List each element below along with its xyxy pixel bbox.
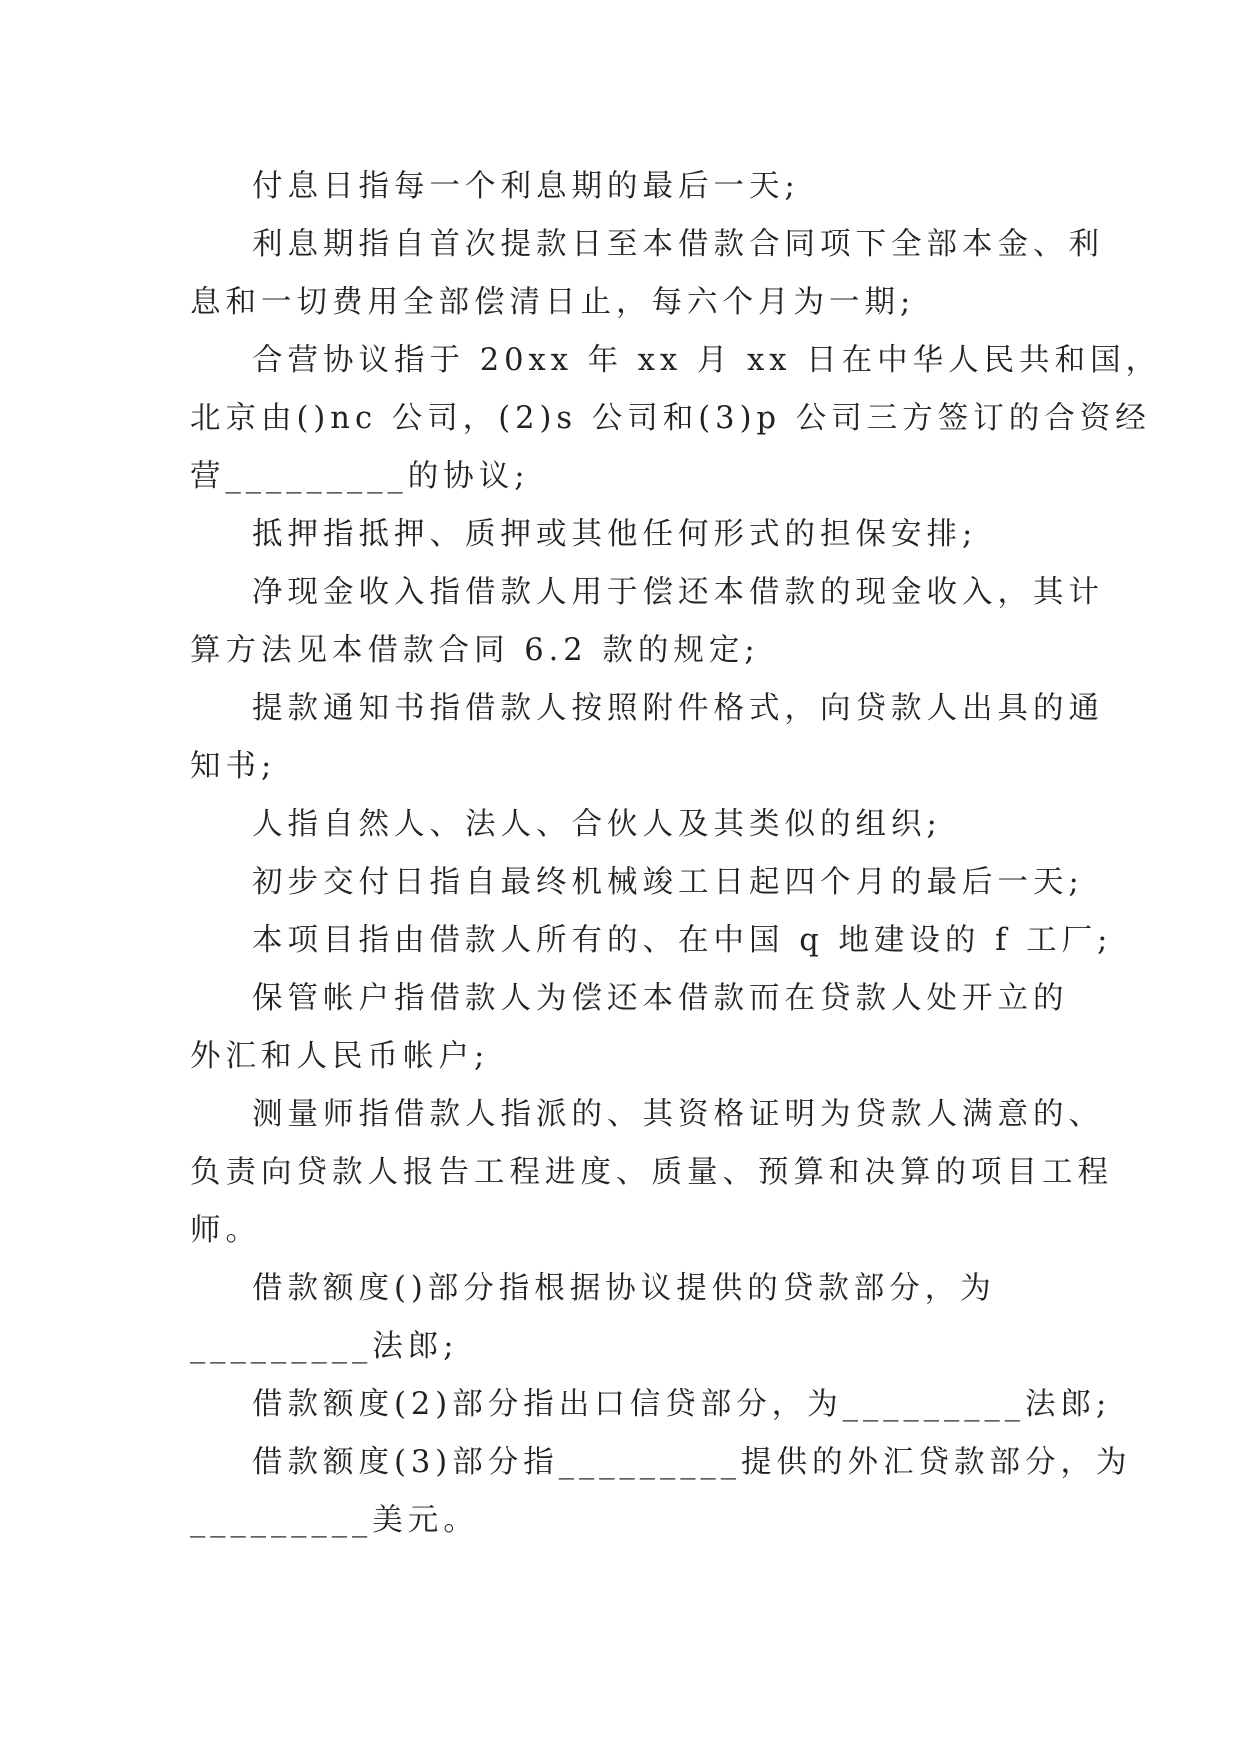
text-line: 算方法见本借款合同 6.2 款的规定; <box>190 633 760 668</box>
text-line: 息和一切费用全部偿清日止，每六个月为一期; <box>190 285 916 320</box>
text-line: 合营协议指于 20xx 年 xx 月 xx 日在中华人民共和国， <box>252 343 1162 378</box>
text-line: _________法郎; <box>190 1329 459 1364</box>
text-line: 知书; <box>190 749 277 784</box>
text-line: 本项目指由借款人所有的、在中国 q 地建设的 f 工厂; <box>252 923 1113 958</box>
text-line: 利息期指自首次提款日至本借款合同项下全部本金、利 <box>252 227 1104 262</box>
text-line: 提款通知书指借款人按照附件格式，向贷款人出具的通 <box>252 691 1104 726</box>
text-line: 测量师指借款人指派的、其资格证明为贷款人满意的、 <box>252 1097 1104 1132</box>
text-line: 借款额度(2)部分指出口信贷部分，为_________法郎; <box>252 1387 1112 1422</box>
text-line: 负责向贷款人报告工程进度、质量、预算和决算的项目工程 <box>190 1155 1113 1190</box>
text-line: 师。 <box>190 1213 261 1248</box>
text-line: 付息日指每一个利息期的最后一天; <box>252 169 800 204</box>
text-line: 净现金收入指借款人用于偿还本借款的现金收入，其计 <box>252 575 1104 610</box>
text-line: 借款额度()部分指根据协议提供的贷款部分，为 <box>252 1271 996 1306</box>
text-line: 保管帐户指借款人为偿还本借款而在贷款人处开立的 <box>252 981 1069 1016</box>
text-line: 抵押指抵押、质押或其他任何形式的担保安排; <box>252 517 978 552</box>
text-line: 人指自然人、法人、合伙人及其类似的组织; <box>252 807 942 842</box>
text-line: 初步交付日指自最终机械竣工日起四个月的最后一天; <box>252 865 1084 900</box>
text-line: 借款额度(3)部分指_________提供的外汇贷款部分，为 <box>252 1445 1132 1480</box>
text-line: _________美元。 <box>190 1503 479 1538</box>
text-line: 营_________的协议; <box>190 459 530 494</box>
text-line: 北京由()nc 公司，(2)s 公司和(3)p 公司三方签订的合资经 <box>190 401 1151 436</box>
text-line: 外汇和人民币帐户; <box>190 1039 490 1074</box>
document-body <box>190 158 1162 1550</box>
